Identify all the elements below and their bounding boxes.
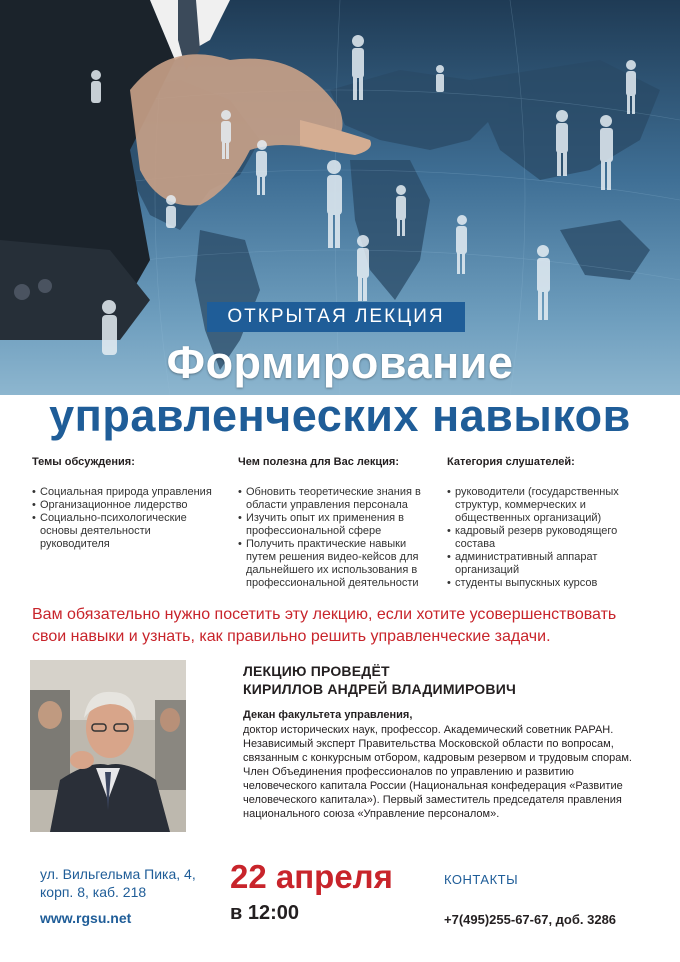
list-item: • кадровый резерв руководящего состава [447, 525, 647, 551]
event-type-tag: ОТКРЫТАЯ ЛЕКЦИЯ [207, 302, 465, 332]
hero-banner [0, 0, 680, 395]
lecturer-photo [30, 660, 186, 832]
audience-column [447, 456, 647, 590]
event-time: в 12:00 [230, 902, 300, 924]
address-line1: ул. Вильгельма Пика, 4, [40, 866, 196, 882]
call-to-action: Вам обязательно нужно посетить эту лекцию, если хотите усовершенствовать свои навыки и узнать, как правильно решить управленческие задачи. [32, 606, 617, 645]
phone-number[interactable]: +7(495)255-67-67, доб. 3286 [444, 912, 617, 927]
address [40, 865, 196, 901]
lecturer-name: КИРИЛЛОВ АНДРЕЙ ВЛАДИМИРОВИЧ [243, 681, 516, 697]
list-item: • Организационное лидерство [32, 499, 222, 512]
column-heading: Категория слушателей: [447, 456, 575, 468]
lecturer-heading-line1: ЛЕКЦИЮ ПРОВЕДЁТ [243, 663, 390, 679]
page-title-line1: Формирование [166, 337, 514, 388]
benefits-column [238, 456, 434, 590]
topics-list [32, 486, 222, 551]
lecturer-portrait-image [30, 660, 186, 832]
column-heading: Чем полезна для Вас лекция: [238, 456, 399, 468]
lecturer-bio: доктор исторических наук, профессор. Академический советник РАРАН. Независимый эксперт Правительства Московской области по вопросам, связанным с конкурсным отбором, кадровым резервом и трудовым спорам. Член Объединения профессионалов по управлению и развитию человеческого капитала России (Национальная конфедерация «Развитие человеческого капитала»). Первый заместитель председателя правления национального союза «Управление персоналом». [243, 724, 632, 820]
benefits-list [238, 486, 434, 590]
list-item: • Обновить теоретические знания в области управления персонала [238, 486, 434, 512]
address-line2: корп. 8, каб. 218 [40, 884, 147, 900]
audience-list [447, 486, 647, 590]
website-link[interactable]: www.rgsu.net [40, 910, 132, 926]
list-item: • руководители (государственных структур, коммерческих и общественных организаций) [447, 486, 647, 525]
list-item: • административный аппарат организаций [447, 551, 647, 577]
lecturer-heading [243, 662, 516, 698]
list-item: • Социально-психологические основы деятельности руководителя [32, 512, 222, 551]
list-item: • Изучить опыт их применения в профессиональной сфере [238, 512, 434, 538]
topics-column [32, 456, 222, 551]
list-item: • студенты выпускных курсов [447, 577, 647, 590]
list-item: • Получить практические навыки путем решения видео-кейсов для дальнейшего их использования в профессиональной деятельности [238, 538, 434, 590]
contacts-heading: КОНТАКТЫ [444, 872, 519, 887]
event-date: 22 апреля [230, 858, 393, 895]
column-heading: Темы обсуждения: [32, 456, 135, 468]
info-columns [32, 456, 652, 596]
list-item: • Социальная природа управления [32, 486, 222, 499]
hero-illustration [0, 0, 680, 395]
lecturer-role: Декан факультета управления, [243, 709, 413, 721]
page-title-line2: управленческих навыков [49, 390, 631, 441]
